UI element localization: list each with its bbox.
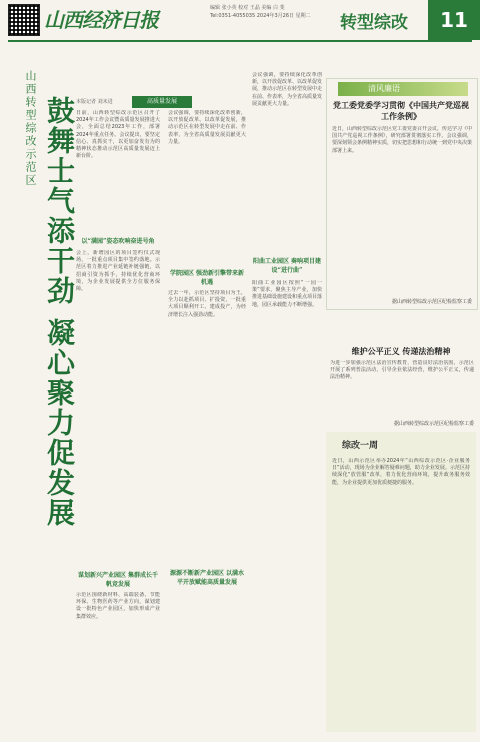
article-banner: 高质量发展 [132,96,192,108]
right-body-2: 为进一步加强示范区法治宣传教育，营造良好法治氛围，示范区开展了系列普法活动，引导企业依法经营，维护公平正义，传递法治精神。 [330,360,474,381]
qr-code [8,4,40,36]
article-body-1: 会上，新增园区的项目签约仪式现场，一批重点项目集中签约落地。示范区着力推进产业延链补链强链，以招商引资为抓手，持续优化营商环境，为企业发展提供全方位服务保障。 [76,250,160,293]
right-source-1: 据山西转型综改示范区纪检监察工委 [391,299,472,305]
weekly-block-body: 近日，山西示范区举办2024年“山西综改示范区·企业服务日”活动，现场为企业解答疑难问题，助力企业发展。示范区持续深化“放管服”改革，着力优化营商环境，提升政务服务效能，为企业提供更加优质便捷的服务。 [332,458,470,486]
page-number: 11 [428,0,480,40]
middle-body-4: 阳曲工业园区按照“一园一策”要求，聚焦主导产业，加快推进基础设施建设和重点项目落地，园区承载能力不断增强。 [252,280,322,308]
section-title: 转型综改 [340,13,408,33]
subheading-2: 谋划新兴产业园区 集群成长千帆竞发展 [77,572,159,588]
meta-line-2: Tel:0351-4055035 2024年3月26日 星期二 [210,13,311,19]
right-body-1: 近日，山西转型综改示范区党工委党委召开会议，传达学习《中国共产党巡视工作条例》，研究部署贯彻落实工作。会议强调，要深刻领会条例精神实质，切实把思想和行动统一到党中央决策部署上来。 [332,126,472,154]
middle-body-1: 会议强调，要持续深化改革创新，以开放促改革、以改革促发展，推动示范区在转型发展中走在前、作表率，为全省高质量发展贡献更大力量。 [168,110,246,145]
middle-body-2: 过去一年，示范区坚持项目为王，全力以赴抓项目、扩投资，一批重大项目顺利开工、建成投产，为经济增长注入强劲动能。 [168,290,246,318]
newspaper-logo: 山西经济日报 [44,8,158,32]
article-intro: 日前，山西转型综改示范区召开了2024年工作会议暨高质量发展推进大会，全面总结2023年工作，部署2024年重点任务。会议提出，要坚定信心、真抓实干，以更加奋发有为的精神状态推动示范区高质量发展迈上新台阶。 [76,110,160,160]
middle-body-3: 会议强调，要持续深化改革创新，以开放促改革、以改革促发展，推动示范区在转型发展中走在前、作表率，为全省高质量发展贡献更大力量。 [252,72,322,107]
right-headline-2: 维护公平正义 传递法治精神 [351,346,451,356]
main-headline: 鼓舞士气添干劲 凝心聚力促发展 [43,96,76,528]
meta-line-1: 编辑 张小英 校对 王晶 美编 白 斐 [210,5,285,11]
subheading-5: 阳曲工业园区 奏响项目建设“进行曲” [252,258,322,274]
weekly-block-title: 综改一周 [342,441,379,451]
vertical-section-title: 山西转型综改示范区 [24,70,37,187]
masthead-rule [8,40,472,42]
article-body-2: 示范区围绕新材料、高端装备、节能环保、生物医药等产业方向，谋划建设一批特色产业园区，加快形成产业集群效应。 [76,592,160,620]
right-headline: 党工委党委学习贯彻《中国共产党巡视工作条例》 [333,100,469,121]
subheading-3: 学院园区 强劲新引擎带来新机遇 [169,270,245,286]
subheading-4: 源源不断新产业园区 以满水平开放赋能高质量发展 [169,570,245,586]
right-source-2: 据山西转型综改示范区纪检监察工委 [393,421,474,427]
article-author: 本版记者 刘未进 [76,99,113,105]
highlight-label: 清风廉语 [338,82,468,96]
subheading-1: 以“满园”姿态吹响奋进号角 [81,238,155,245]
masthead-meta [210,4,311,20]
